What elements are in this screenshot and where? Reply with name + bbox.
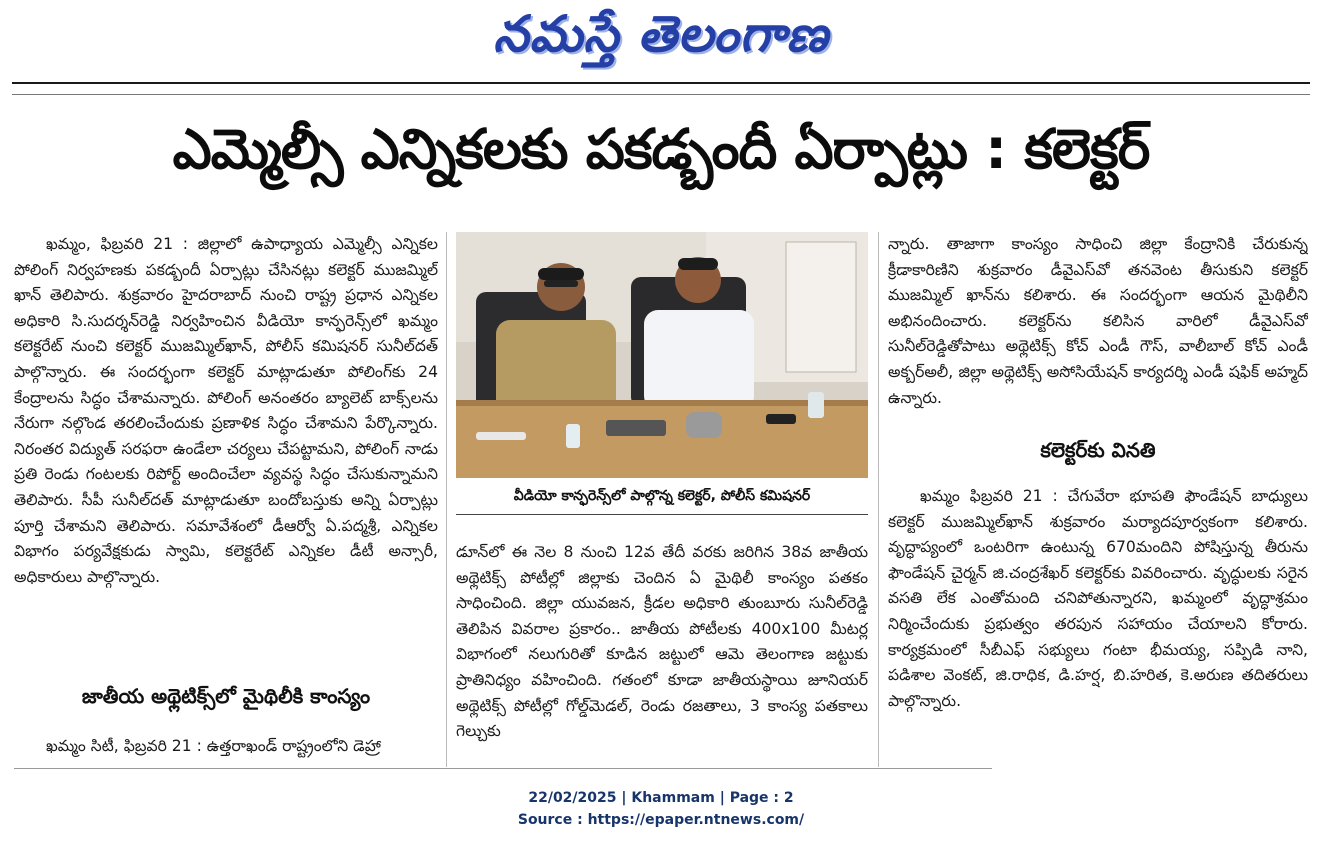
- source-link[interactable]: Source : https://epaper.ntnews.com/: [517, 812, 805, 828]
- masthead-title: నమస్తే తెలంగాణ: [493, 4, 829, 63]
- masthead-rule-thin: [12, 94, 1310, 95]
- article-bottom-rule: [14, 768, 992, 769]
- photo-caption: వీడియో కాన్ఫరెన్స్‌లో పాల్గొన్న కలెక్టర్, పోలీస్ కమిషనర్: [456, 480, 868, 515]
- photo-illustration: [456, 232, 868, 478]
- article-body-1: ఖమ్మం, ఫిబ్రవరి 21 : జిల్లాలో ఉపాధ్యాయ ఎమ్మెల్సీ ఎన్నికల పోలింగ్ నిర్వహణకు పకడ్బందీ ఏర్పాట్లు చేసినట్లు కలెక్టర్ ముజమ్మిల్ ఖాన్ తెలిపారు. శుక్రవారం హైదరాబాద్ నుంచి రాష్ట్ర ప్రధాన ఎన్నికల అధికారి సి.సుదర్శన్‌రెడ్డి నిర్వహించిన వీడియో కాన్ఫరెన్స్‌లో ఖమ్మం కలెక్టరేట్ నుంచి కలెక్టర్ ముజమ్మిల్‌ఖాన్, పోలీస్ కమిషనర్ సునీల్‌దత్ పాల్గొన్నారు. ఈ సందర్భంగా కలెక్టర్ మాట్లాడుతూ పోలింగ్‌కు 24 కేంద్రాలను సిద్ధం చేశామన్నారు. పోలింగ్ అనంతరం బ్యాలెట్ బాక్స్‌లను నేరుగా నల్గొండ తరలించేందుకు ప్రణాళిక సిద్ధం చేశామని పేర్కొన్నారు. నిరంతర విద్యుత్ సరఫరా ఉండేలా చర్యలు చేపట్టామని, పోలింగ్ నాడు ప్రతి రెండు గంటలకు రిపోర్ట్ అందించేలా వ్యవస్థ సిద్ధం చేసుకున్నామని తెలిపారు. సీపీ సునీల్‌దత్ మాట్లాడుతూ బందోబస్తుకు అన్ని ఏర్పాట్లు పూర్తి చేశామని తెలిపారు. సమావేశంలో డీఆర్వో ఏ.పద్మశ్రీ, ఎన్నికల విభాగం పర్యవేక్షకుడు స్వామి, కలెక్టరేట్ ఎన్నికల డీటీ అన్సారీ, అధికారులు పాల్గొన్నారు.: [14, 235, 438, 586]
- article-body-3: న్నారు. తాజాగా కాంస్యం సాధించి జిల్లా కేంద్రానికి చేరుకున్న క్రీడాకారిణిని శుక్రవారం డీవైఎస్‌వో తనవెంట తీసుకుని కలెక్టర్ ముజమ్మిల్ ఖాన్‌ను కలిశారు. ఈ సందర్భంగా ఆయన మైథిలీని అభినందించారు. కలెక్టర్‌ను కలిసిన వారిలో డీవైఎస్‌వో సునీల్‌రెడ్డితోపాటు అథ్లెటిక్స్ కోచ్ ఎండీ గౌస్, వాలీబాల్ కోచ్ ఎండీ అక్బర్‌అలీ, జిల్లా అథ్లెటిక్స్ అసోసియేషన్ కార్యదర్శి ఎండీ షఫిక్ అహ్మద్ ఉన్నారు.: [888, 235, 1308, 407]
- article-column-3-cont: [888, 484, 1308, 762]
- article-body-2: డూన్‌లో ఈ నెల 8 నుంచి 12వ తేదీ వరకు జరిగిన 38వ జాతీయ అథ్లెటిక్స్ పోటీల్లో జిల్లాకు చెందిన ఏ మైథిలీ కాంస్యం పతకం సాధించింది. జిల్లా యువజన, క్రీడల అధికారి తుంబూరు సునీల్‌రెడ్డి తెలిపిన వివరాల ప్రకారం.. జాతీయ పోటీలకు 400x100 మీటర్ల విభాగంలో నలుగురితో కూడిన జట్టులో ఆమె తెలంగాణ జట్టుకు ప్రాతినిధ్యం వహించింది. గతంలో కూడా జాతీయస్థాయి జూనియర్ అథ్లెటిక్స్ పోటీల్లో గోల్డ్‌మెడల్, రెండు రజతాలు, 3 కాంస్య పతకాలు గెల్చుకు: [456, 543, 868, 741]
- section-subhead-athletics: జాతీయ అథ్లెటిక్స్‌లో మైథిలీకి కాంస్యం: [81, 684, 371, 708]
- masthead-rule: [12, 82, 1310, 84]
- article-column-1-cont: [14, 734, 438, 760]
- article-body-2-start: ఖమ్మం సిటీ, ఫిబ్రవరి 21 : ఉత్తరాఖండ్ రాష్ట్రంలోని డెహ్రా: [46, 737, 381, 755]
- column-divider-1: [446, 232, 447, 767]
- newspaper-masthead: [0, 4, 1322, 76]
- news-photo: [456, 232, 868, 478]
- page-info: 22/02/2025 | Khammam | Page : 2: [528, 790, 794, 806]
- article-body-4: ఖమ్మం ఫిబ్రవరి 21 : చేగువేరా భూపతి ఫౌండేషన్ బాధ్యులు కలెక్టర్ ముజమ్మిల్‌ఖాన్ శుక్రవారం మర్యాదపూర్వకంగా కలిశారు. వృద్ధాప్యంలో ఒంటరిగా ఉంటున్న 670మందిని పోషిస్తున్న తీరును ఫౌండేషన్ చైర్మన్ జి.చంద్రశేఖర్ కలెక్టర్‌కు వివరించారు. వృద్ధులకు సరైన వసతి లేక ఎంతోమంది చనిపోతున్నారని, ఖమ్మంలో వృద్ధాశ్రమం నిర్మించేందుకు ప్రభుత్వం తరపున సహాయం చేయాలని కోరారు. కార్యక్రమంలో సీబీఎఫ్ సభ్యులు గంటా భీమయ్య, సప్పిడి నాని, పడిశాల వెంకట్, జి.రాధిక, డి.హర్ష, బి.హరిత, కె.అరుణ తదితరులు పాల్గొన్నారు.: [888, 487, 1308, 710]
- column-divider-2: [878, 232, 879, 767]
- article-column-3: [888, 232, 1308, 424]
- article-column-2: [456, 540, 868, 764]
- article-column-1: [14, 232, 438, 668]
- article-headline: ఎమ్మెల్సీ ఎన్నికలకు పకడ్బందీ ఏర్పాట్లు : కలెక్టర్: [172, 117, 1150, 181]
- section-subhead-petition: కలెక్టర్‌కు వినతి: [1040, 438, 1156, 462]
